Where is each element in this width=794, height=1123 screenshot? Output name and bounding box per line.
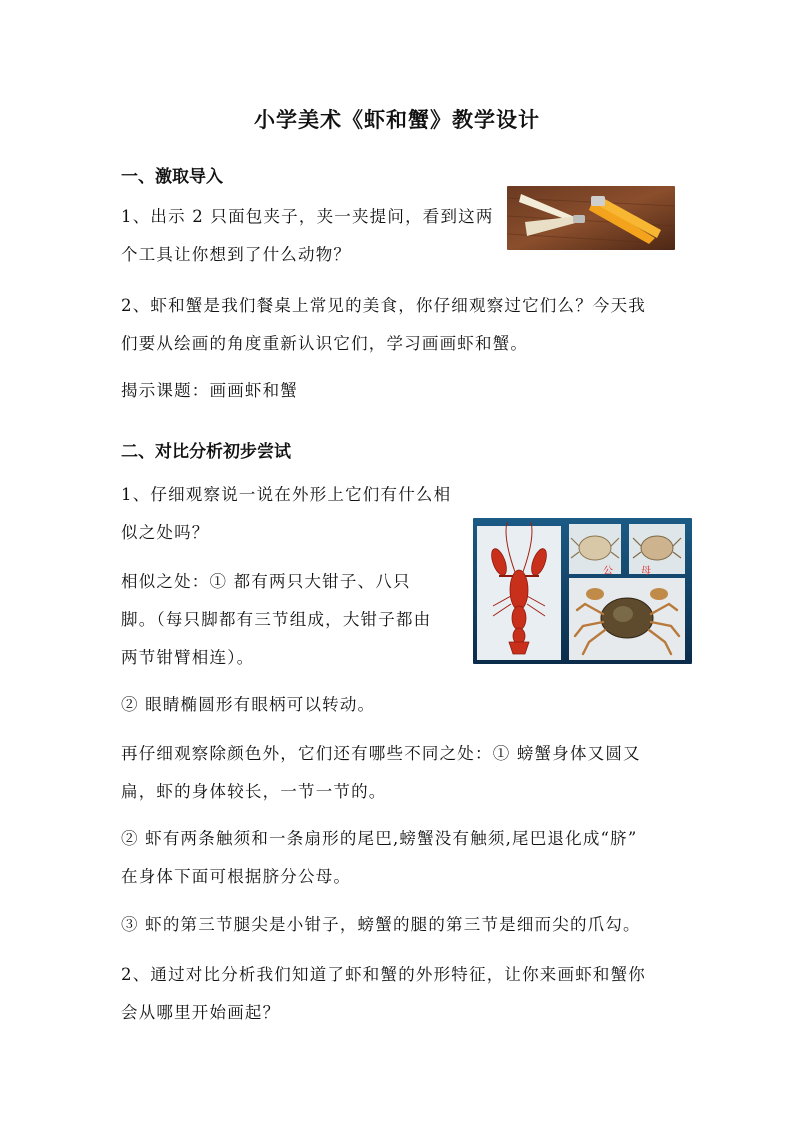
question-2-line1: 2、通过对比分析我们知道了虾和蟹的外形特征，让你来画虾和蟹你 xyxy=(121,965,646,984)
similarity-line3: 两节钳臂相连）。 xyxy=(121,648,255,667)
similarity-line1: 相似之处：① 都有两只大钳子、八只 xyxy=(121,572,411,591)
difference-1-line2: 扁，虾的身体较长，一节一节的。 xyxy=(121,782,387,801)
document-title: 小学美术《虾和蟹》教学设计 xyxy=(254,107,540,132)
paragraph-intro-2-line2: 们要从绘画的角度重新认识它们，学习画画虾和蟹。 xyxy=(121,334,529,353)
question-2-line2: 会从哪里开始画起？ xyxy=(121,1003,281,1022)
section-heading-compare: 二、对比分析初步尝试 xyxy=(121,442,291,462)
paragraph-topic: 揭示课题：画画虾和蟹 xyxy=(121,381,298,400)
similarity-line2: 脚。（每只脚都有三节组成，大钳子都由 xyxy=(121,610,432,629)
paragraph-intro-2-line1: 2、虾和蟹是我们餐桌上常见的美食，你仔细观察过它们么？今天我 xyxy=(121,296,646,315)
label-male: 公 xyxy=(603,566,613,577)
section-heading-intro: 一、激取导入 xyxy=(121,167,223,187)
paragraph-intro-1-line1: 1、出示 2 只面包夹子，夹一夹提问，看到这两 xyxy=(121,207,494,226)
difference-2-line1: ② 虾有两条触须和一条扇形的尾巴,螃蟹没有触须,尾巴退化成“脐” xyxy=(121,829,638,848)
difference-1-line1: 再仔细观察除颜色外，它们还有哪些不同之处：① 螃蟹身体又圆又 xyxy=(121,744,641,763)
tongs-photo xyxy=(507,186,675,250)
difference-3: ③ 虾的第三节腿尖是小钳子，螃蟹的腿的第三节是细而尖的爪勾。 xyxy=(121,915,641,934)
label-female: 母 xyxy=(641,566,651,577)
paragraph-intro-1-line2: 个工具让你想到了什么动物？ xyxy=(121,245,352,264)
shrimp-crab-photo xyxy=(473,518,692,664)
similarity-2: ② 眼睛椭圆形有眼柄可以转动。 xyxy=(121,695,376,714)
difference-2-line2: 在身体下面可根据脐分公母。 xyxy=(121,867,352,886)
question-1-line1: 1、仔细观察说一说在外形上它们有什么相 xyxy=(121,485,452,504)
question-1-line2: 似之处吗？ xyxy=(121,523,210,542)
